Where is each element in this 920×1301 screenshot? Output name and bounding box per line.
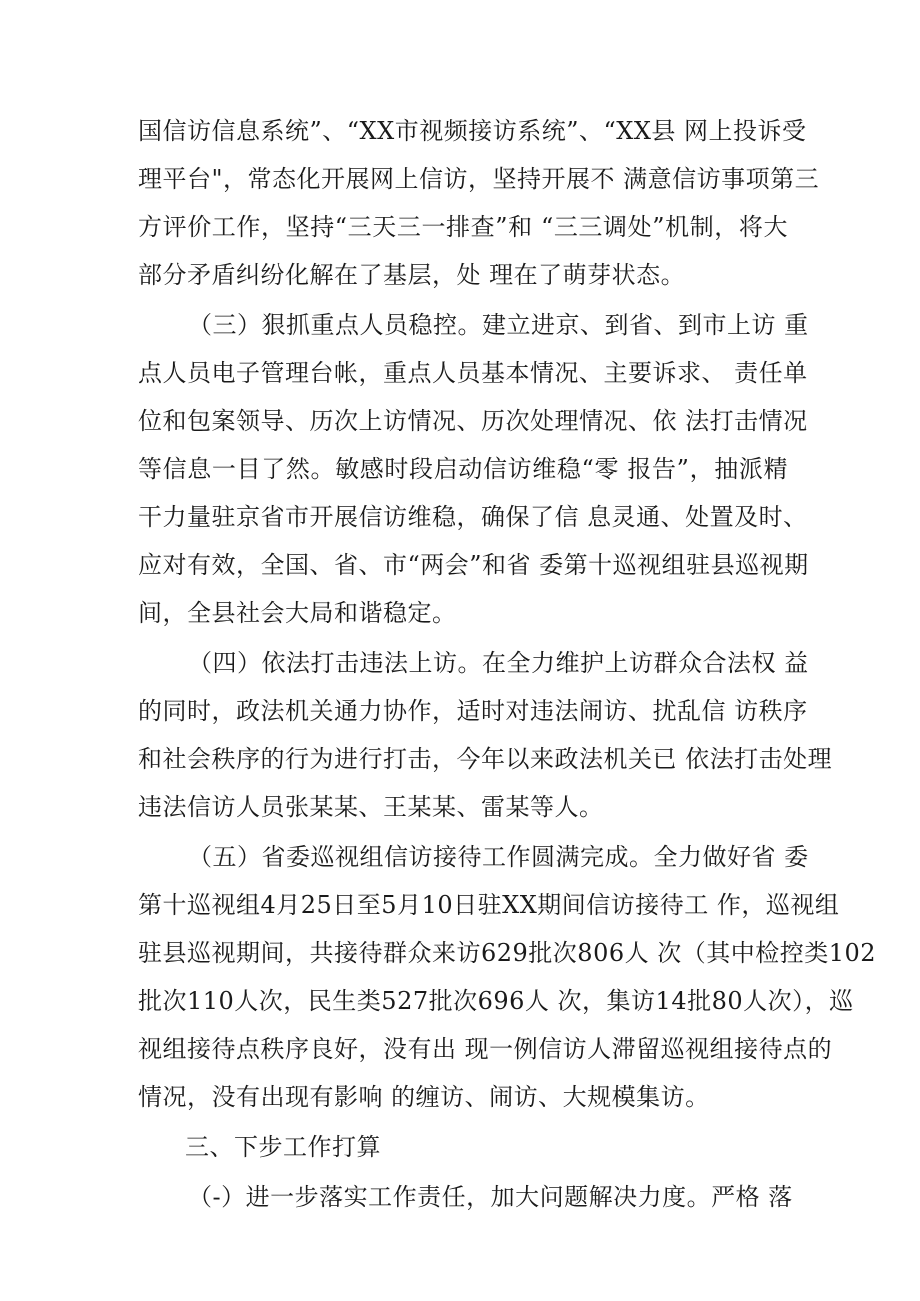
body-text-line: 第十巡视组4月25日至5月10日驻XX期间信访接待工 作，巡视组 xyxy=(138,891,840,919)
body-text-line: 的同时，政法机关通力协作，适时对违法闹访、扰乱信 访秩序 xyxy=(138,697,808,725)
paragraph-heading-line: （四）依法打击违法上访。在全力维护上访群众合法权 益 xyxy=(188,649,809,677)
body-text-line: 应对有效，全国、省、市“两会”和省 委第十巡视组驻县巡视期 xyxy=(138,551,809,579)
body-text-line: 间，全县社会大局和谐稳定。 xyxy=(138,599,457,627)
section-heading: 三、下步工作打算 xyxy=(185,1133,381,1161)
body-text-line: 和社会秩序的行为进行打击，今年以来政法机关已 依法打击处理 xyxy=(138,745,833,773)
body-text-line: 视组接待点秩序良好，没有出 现一例信访人滞留巡视组接待点的 xyxy=(138,1035,833,1063)
body-text-line: 驻县巡视期间，共接待群众来访629批次806人 次（其中检控类102 xyxy=(138,939,877,967)
body-text-line: 点人员电子管理台帐，重点人员基本情况、主要诉求、 责任单 xyxy=(138,359,808,387)
paragraph-heading-line: （-）进一步落实工作责任，加大问题解决力度。严格 落 xyxy=(188,1183,793,1211)
body-text-line: 理平台"，常态化开展网上信访，坚持开展不 满意信访事项第三 xyxy=(138,165,820,193)
body-text-line: 等信息一目了然。敏感时段启动信访维稳“零 报告”，抽派精 xyxy=(138,455,788,483)
body-text-line: 违法信访人员张某某、王某某、雷某等人。 xyxy=(138,793,604,821)
body-text-line: 干力量驻京省市开展信访维稳，确保了信 息灵通、处置及时、 xyxy=(138,503,808,531)
body-text-line: 位和包案领导、历次上访情况、历次处理情况、依 法打击情况 xyxy=(138,407,808,435)
paragraph-heading-line: （五）省委巡视组信访接待工作圆满完成。全力做好省 委 xyxy=(188,843,809,871)
body-text-line: 国信访信息系统”、“XX市视频接访系统”、“XX县 网上投诉受 xyxy=(138,117,807,145)
body-text-line: 批次110人次，民生类527批次696人 次，集访14批80人次），巡 xyxy=(138,987,854,1015)
body-text-line: 部分矛盾纠纷化解在了基层，处 理在了萌芽状态。 xyxy=(138,261,686,289)
paragraph-heading-line: （三）狠抓重点人员稳控。建立进京、到省、到市上访 重 xyxy=(188,311,809,339)
body-text-line: 情况，没有出现有影响 的缠访、闹访、大规模集访。 xyxy=(138,1083,710,1111)
body-text-line: 方评价工作，坚持“三天三一排查”和 “三三调处”机制，将大 xyxy=(138,213,788,241)
